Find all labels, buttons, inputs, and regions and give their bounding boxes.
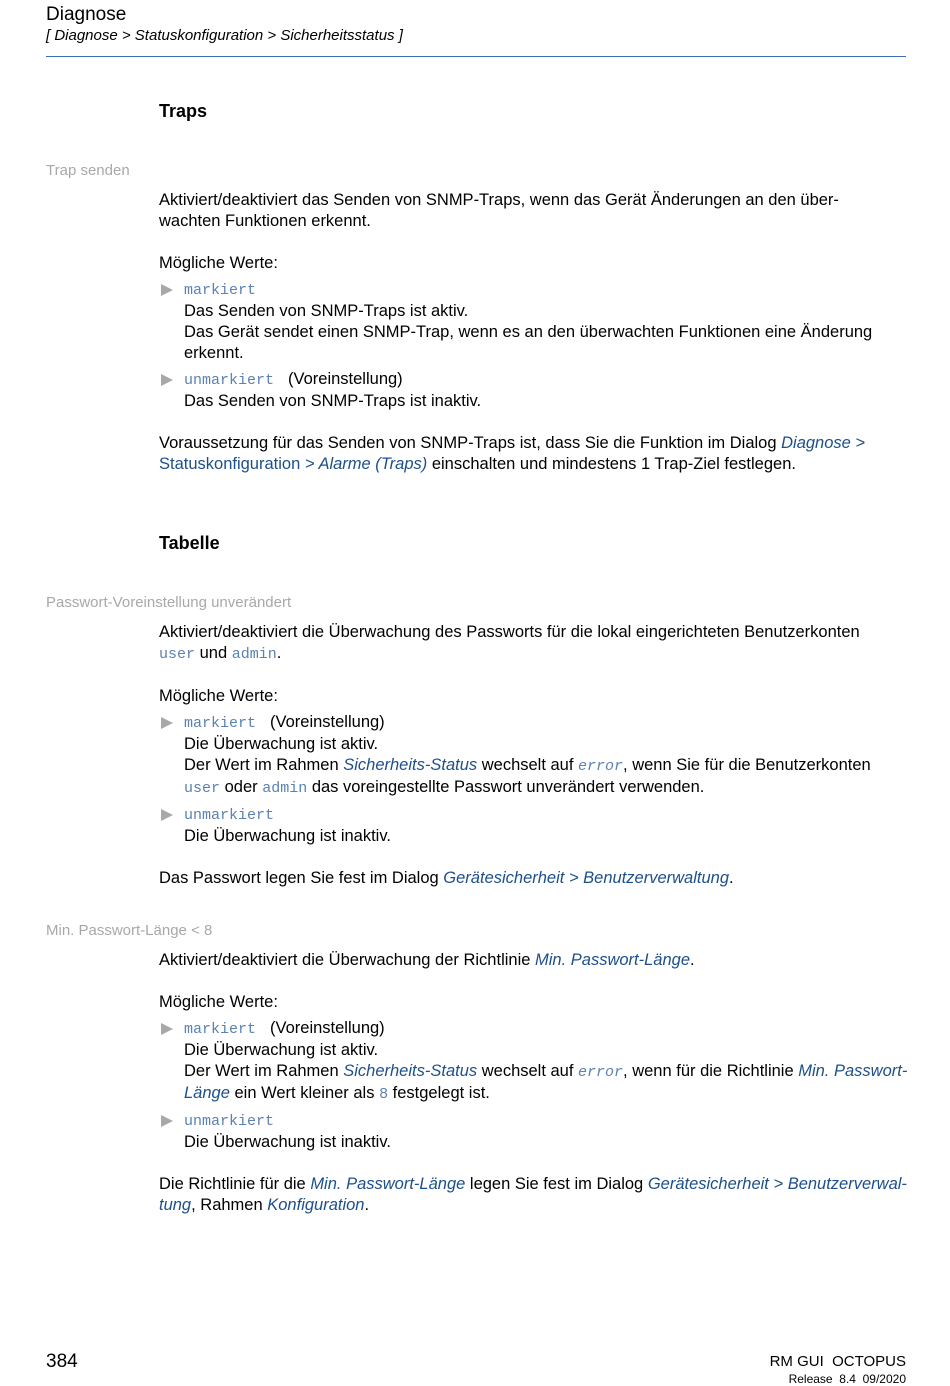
- page-header-title: Diagnose: [46, 4, 127, 25]
- min-passwort-laenge-block: [159, 950, 909, 1216]
- traps-desc-line: Aktiviert/deaktiviert das Senden von SNMP-Traps, wenn das Gerät Änderungen an den über-: [159, 191, 839, 209]
- value-text: Die Überwachung ist inaktiv.: [184, 827, 391, 845]
- bullet-triangle-icon: [161, 809, 173, 821]
- value-option-unmarkiert: [159, 804, 909, 847]
- password-note: Das Passwort legen Sie fest im Dialog Gerätesicherheit > Benutzerverwaltung.: [159, 869, 734, 887]
- default-marker: (Voreinstellung): [288, 370, 403, 388]
- value-text: Die Überwachung ist aktiv.: [184, 1041, 379, 1059]
- value-option-unmarkiert: [159, 1110, 909, 1153]
- section-heading-traps: Traps: [159, 101, 208, 121]
- bullet-triangle-icon: [161, 374, 173, 386]
- value-option-markiert: [159, 1018, 909, 1105]
- policy-note: Die Richtlinie für die Min. Passwort-Länge legen Sie fest im Dialog Gerätesicherheit > Benutzerverwal-: [159, 1175, 907, 1193]
- param-label-min-passwort-laenge: Min. Passwort-Länge < 8: [46, 922, 213, 939]
- bullet-triangle-icon: [161, 284, 173, 296]
- value-code: unmarkiert: [184, 1113, 275, 1130]
- value-code: markiert: [184, 282, 257, 299]
- frame-link-sicherheits-status[interactable]: Sicherheits-Status: [343, 756, 478, 774]
- value-text: Der Wert im Rahmen Sicherheits-Status wechselt auf error, wenn Sie für die Benutzerkonten: [184, 756, 871, 775]
- value-text: Das Gerät sendet einen SNMP-Trap, wenn es an den überwachten Funktionen eine Änderung: [184, 323, 873, 341]
- page-number: 384: [46, 1351, 78, 1372]
- policy-link-min-passwort-laenge[interactable]: Min. Passwort-Länge: [310, 1175, 466, 1193]
- dialog-link-benutzerverwaltung[interactable]: Gerätesicherheit > Benutzerverwal-: [647, 1175, 907, 1193]
- desc-line: user und admin.: [159, 644, 282, 663]
- dialog-link-diagnose[interactable]: Diagnose >: [781, 434, 866, 452]
- policy-link-min-passwort-laenge[interactable]: Min. Passwort-: [798, 1062, 908, 1080]
- value-code: markiert: [184, 715, 257, 732]
- traps-requirement: Voraussetzung für das Senden von SNMP-Traps ist, dass Sie die Funktion im Dialog Diagnose >: [159, 434, 866, 452]
- value-text: Länge ein Wert kleiner als 8 festgelegt ist.: [184, 1084, 490, 1103]
- desc-line: Aktiviert/deaktiviert die Überwachung der Richtlinie Min. Passwort-Länge.: [159, 951, 695, 969]
- policy-note: tung, Rahmen Konfiguration.: [159, 1196, 370, 1214]
- possible-values-label: Mögliche Werte:: [159, 254, 278, 272]
- param-label-trap-senden: Trap senden: [46, 162, 130, 179]
- value-text: Das Senden von SNMP-Traps ist inaktiv.: [184, 392, 482, 410]
- frame-link-sicherheits-status[interactable]: Sicherheits-Status: [343, 1062, 478, 1080]
- value-option-unmarkiert: [159, 369, 909, 412]
- value-text: user oder admin das voreingestellte Passwort unverändert verwenden.: [184, 778, 705, 797]
- bullet-triangle-icon: [161, 1023, 173, 1035]
- value-text: Die Überwachung ist aktiv.: [184, 735, 379, 753]
- param-label-passwort-voreinstellung: Passwort-Voreinstellung unverändert: [46, 594, 292, 611]
- default-marker: (Voreinstellung): [270, 713, 385, 731]
- value-text: erkennt.: [184, 344, 244, 362]
- dialog-link-alarme[interactable]: > Alarme (Traps): [300, 455, 428, 473]
- traps-description-block: [159, 190, 909, 475]
- bullet-triangle-icon: [161, 717, 173, 729]
- traps-desc-line: wachten Funktionen erkennt.: [159, 212, 371, 230]
- section-heading-tabelle: Tabelle: [159, 533, 220, 553]
- value-code: markiert: [184, 1021, 257, 1038]
- header-divider: [46, 56, 906, 57]
- frame-link-konfiguration[interactable]: Konfiguration: [267, 1196, 365, 1214]
- possible-values-label: Mögliche Werte:: [159, 687, 278, 705]
- document-title: RM GUI OCTOPUS: [769, 1353, 906, 1370]
- value-code: unmarkiert: [184, 372, 275, 389]
- value-code: unmarkiert: [184, 807, 275, 824]
- dialog-link-benutzerverwaltung[interactable]: Gerätesicherheit > Benutzerverwaltung: [443, 869, 729, 887]
- dialog-link-statuskonfiguration[interactable]: Statuskonfiguration: [159, 455, 301, 473]
- traps-requirement: Statuskonfiguration > Alarme (Traps) einschalten und mindestens 1 Trap-Ziel festlegen.: [159, 455, 796, 473]
- release-info: Release 8.4 09/2020: [788, 1372, 906, 1386]
- desc-line: Aktiviert/deaktiviert die Überwachung des Passworts für die lokal eingerichteten Benutzerkonten: [159, 623, 860, 641]
- breadcrumb: [ Diagnose > Statuskonfiguration > Sicherheitsstatus ]: [46, 27, 403, 44]
- dialog-link-benutzerverwaltung[interactable]: tung: [159, 1196, 192, 1214]
- policy-link-min-passwort-laenge[interactable]: Länge: [184, 1084, 230, 1102]
- bullet-triangle-icon: [161, 1115, 173, 1127]
- policy-link-min-passwort-laenge[interactable]: Min. Passwort-Länge: [535, 951, 691, 969]
- value-text: Das Senden von SNMP-Traps ist aktiv.: [184, 302, 469, 320]
- value-option-markiert: [159, 712, 909, 799]
- value-text: Die Überwachung ist inaktiv.: [184, 1133, 391, 1151]
- passwort-voreinstellung-block: [159, 622, 909, 889]
- default-marker: (Voreinstellung): [270, 1019, 385, 1037]
- possible-values-label: Mögliche Werte:: [159, 993, 278, 1011]
- value-option-markiert: [159, 279, 909, 364]
- value-text: Der Wert im Rahmen Sicherheits-Status wechselt auf error, wenn für die Richtlinie Min. Passwort-: [184, 1062, 908, 1081]
